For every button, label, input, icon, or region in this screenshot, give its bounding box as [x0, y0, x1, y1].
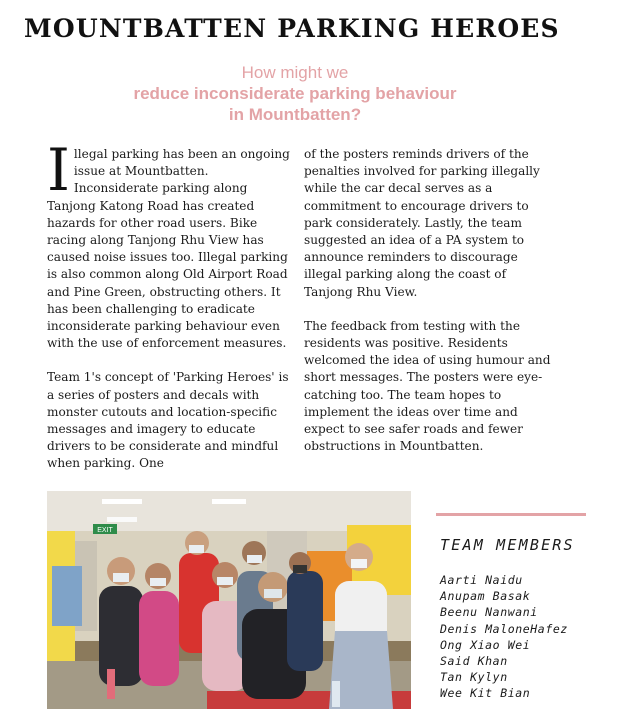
team-member: Ong Xiao Wei	[440, 637, 531, 652]
drop-cap: I	[47, 136, 70, 204]
page-title: MOUNTBATTEN PARKING HEROES	[24, 14, 560, 43]
team-member: Tan Kylyn	[440, 670, 508, 685]
team-member: Aarti Naidu	[440, 573, 523, 587]
team-members-list	[440, 572, 568, 702]
team-members-heading: TEAM MEMBERS	[440, 536, 575, 554]
subtitle	[60, 62, 530, 125]
team-member: Wee Kit Bian	[440, 686, 531, 701]
team-member: Anupam Basak	[440, 589, 531, 604]
subtitle-line-2: reduce inconsiderate parking behaviour	[133, 84, 457, 103]
team-member: Denis MaloneHafez	[440, 621, 568, 636]
team-member: Said Khan	[440, 654, 508, 669]
article-paragraph-1	[47, 136, 295, 352]
article-paragraph-3: of the posters reminds drivers of the penalties involved for parking illegally while the car decal serves as a commitment to encourage drivers to park considerately. Lastly, the team suggested an idea of a PA system to announce reminders to discourage illegal parking along the coast of Tanjong Rhu View.	[304, 147, 540, 299]
article-column-right	[304, 146, 552, 472]
exit-sign: EXIT	[97, 527, 113, 534]
subtitle-line-1: How might we	[241, 63, 349, 82]
team-member: Beenu Nanwani	[440, 605, 538, 620]
paragraph-1-text: llegal parking has been an ongoing issue at Mountbatten. Inconsiderate parking along Tanjong Katong Road has created hazards for other road users. Bike racing along Tanjong Rhu View has caused noise issues too. Illegal parking is also common along Old Airport Road and Pine Green, obstructing others. It has been challenging to eradicate inconsiderate parking behaviour even with the use of enforcement measures.	[47, 147, 290, 351]
article-column-left	[47, 136, 295, 490]
article-paragraph-4: The feedback from testing with the residents was positive. Residents welcomed the idea of using humour and short messages. The posters were eye-catching too. The team hopes to implement the ideas over time and expect to see safer roads and fewer obstructions in Mountbatten.	[304, 318, 551, 454]
subtitle-line-3: in Mountbatten?	[228, 105, 362, 124]
article-paragraph-2: Team 1's concept of 'Parking Heroes' is a series of posters and decals with monster cutouts and location-specific messages and imagery to educate drivers to be considerate and mindful when parking. One	[47, 370, 289, 471]
team-photo	[47, 491, 411, 709]
team-divider	[436, 513, 586, 516]
